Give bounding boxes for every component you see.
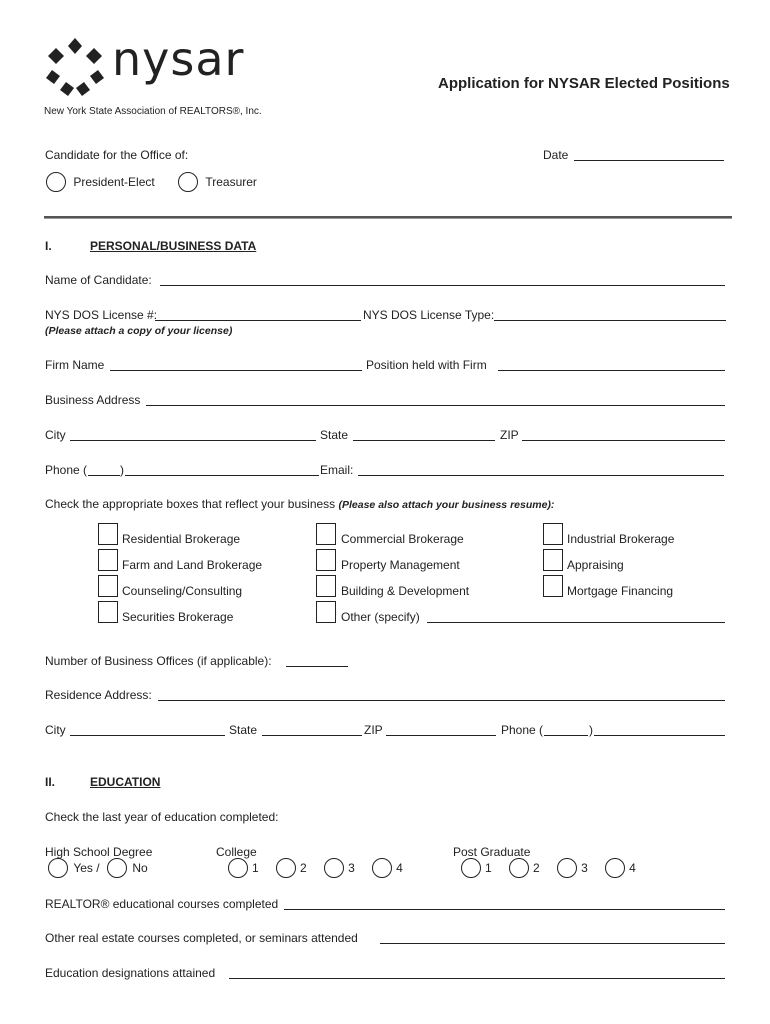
state-label: State (320, 428, 349, 442)
date-label: Date (543, 148, 569, 162)
business-address-label: Business Address (45, 393, 141, 407)
postgrad-year-3-radio[interactable] (557, 858, 577, 878)
res-phone-field[interactable] (594, 735, 725, 736)
email-field[interactable] (358, 475, 724, 476)
postgrad-options (461, 858, 636, 878)
license-note: (Please attach a copy of your license) (45, 325, 233, 337)
org-name: New York State Association of REALTORS®, Inc. (44, 106, 262, 117)
treasurer-radio[interactable] (178, 172, 198, 192)
nysar-logo-mark-icon (44, 36, 106, 98)
postgrad-year-1-radio[interactable] (461, 858, 481, 878)
form-title: Application for NYSAR Elected Positions (438, 75, 730, 92)
other-courses-field[interactable] (380, 943, 725, 944)
res-city-field[interactable] (70, 735, 225, 736)
treasurer-label: Treasurer (205, 175, 257, 189)
phone-area-field[interactable] (88, 475, 120, 476)
postgrad-year-2-radio[interactable] (509, 858, 529, 878)
position-label: Position held with Firm (366, 358, 487, 372)
res-city-label: City (45, 723, 66, 737)
college-year-4-radio[interactable] (372, 858, 392, 878)
other-courses-label: Other real estate courses completed, or seminars attended (45, 931, 358, 945)
section2-title: EDUCATION (90, 775, 161, 789)
checkbox-other[interactable] (316, 601, 336, 623)
checkbox-securities[interactable] (98, 601, 118, 623)
check-prompt-note: (Please also attach your business resume): (338, 499, 555, 511)
checkbox-commercial[interactable] (316, 523, 336, 545)
college-label: College (216, 845, 257, 859)
state-field[interactable] (353, 440, 495, 441)
section1-number: I. (45, 239, 52, 253)
checkbox-appraising[interactable] (543, 549, 563, 571)
city-label: City (45, 428, 66, 442)
res-zip-label: ZIP (364, 723, 383, 737)
section-divider (44, 216, 732, 219)
offices-label: Number of Business Offices (if applicable): (45, 654, 272, 668)
label-farm-land: Farm and Land Brokerage (122, 558, 263, 572)
license-type-field[interactable] (494, 320, 726, 321)
checkbox-farm-land[interactable] (98, 549, 118, 571)
phone-close: ) (120, 463, 124, 477)
college-year-3-label: 3 (348, 861, 355, 875)
phone-label: Phone ( (45, 463, 88, 477)
label-property-mgmt: Property Management (341, 558, 460, 572)
zip-field[interactable] (522, 440, 725, 441)
hs-yes-option[interactable] (48, 858, 100, 878)
phone-field[interactable] (125, 475, 319, 476)
email-label: Email: (320, 463, 354, 477)
postgrad-year-3-label: 3 (581, 861, 588, 875)
hs-no-label: No (132, 861, 148, 875)
college-year-3-radio[interactable] (324, 858, 344, 878)
residence-field[interactable] (158, 700, 725, 701)
label-commercial: Commercial Brokerage (341, 532, 464, 546)
label-industrial: Industrial Brokerage (567, 532, 675, 546)
label-building-dev: Building & Development (341, 584, 470, 598)
education-check-prompt: Check the last year of education completed: (45, 810, 279, 824)
res-phone-close: ) (589, 723, 593, 737)
position-field[interactable] (498, 370, 725, 371)
date-field[interactable] (574, 160, 724, 161)
firm-name-field[interactable] (110, 370, 362, 371)
label-appraising: Appraising (567, 558, 624, 572)
postgrad-year-1-label: 1 (485, 861, 492, 875)
checkbox-counseling[interactable] (98, 575, 118, 597)
college-year-1-radio[interactable] (228, 858, 248, 878)
designations-field[interactable] (229, 978, 725, 979)
residence-label: Residence Address: (45, 688, 152, 702)
res-phone-area-field[interactable] (544, 735, 588, 736)
checkbox-building-dev[interactable] (316, 575, 336, 597)
hs-no-radio[interactable] (107, 858, 127, 878)
res-state-field[interactable] (262, 735, 362, 736)
label-mortgage: Mortgage Financing (567, 584, 674, 598)
postgrad-year-4-radio[interactable] (605, 858, 625, 878)
hs-no-option[interactable] (107, 858, 148, 878)
business-check-prompt (45, 497, 554, 511)
realtor-courses-label: REALTOR® educational courses completed (45, 897, 279, 911)
postgrad-year-4-label: 4 (629, 861, 636, 875)
college-year-2-radio[interactable] (276, 858, 296, 878)
checkbox-residential[interactable] (98, 523, 118, 545)
offices-field[interactable] (286, 666, 348, 667)
designations-label: Education designations attained (45, 966, 216, 980)
checkbox-industrial[interactable] (543, 523, 563, 545)
college-year-1-label: 1 (252, 861, 259, 875)
president-elect-label: President-Elect (73, 175, 155, 189)
college-options (228, 858, 403, 878)
res-zip-field[interactable] (386, 735, 496, 736)
option-treasurer[interactable] (178, 172, 257, 192)
license-label: NYS DOS License #: (45, 308, 158, 322)
office-label: Candidate for the Office of: (45, 148, 189, 162)
postgrad-year-2-label: 2 (533, 861, 540, 875)
firm-name-label: Firm Name (45, 358, 105, 372)
hs-yes-radio[interactable] (48, 858, 68, 878)
postgrad-label: Post Graduate (453, 845, 531, 859)
check-prompt-text: Check the appropriate boxes that reflect your business (45, 497, 339, 511)
license-field[interactable] (155, 320, 361, 321)
candidate-name-label: Name of Candidate: (45, 273, 152, 287)
section1-title: PERSONAL/BUSINESS DATA (90, 239, 257, 253)
license-type-label: NYS DOS License Type: (363, 308, 495, 322)
label-residential: Residential Brokerage (122, 532, 241, 546)
logo-wordmark: nysar (112, 32, 245, 86)
business-address-field[interactable] (146, 405, 725, 406)
zip-label: ZIP (500, 428, 519, 442)
label-counseling: Counseling/Consulting (122, 584, 243, 598)
realtor-courses-field[interactable] (284, 909, 725, 910)
res-state-label: State (229, 723, 258, 737)
option-president-elect[interactable] (46, 172, 155, 192)
checkbox-mortgage[interactable] (543, 575, 563, 597)
other-specify-field[interactable] (427, 622, 725, 623)
res-phone-label: Phone ( (501, 723, 544, 737)
high-school-label: High School Degree (45, 845, 153, 859)
label-securities: Securities Brokerage (122, 610, 234, 624)
president-elect-radio[interactable] (46, 172, 66, 192)
college-year-2-label: 2 (300, 861, 307, 875)
candidate-name-field[interactable] (160, 285, 725, 286)
section2-number: II. (45, 775, 56, 789)
college-year-4-label: 4 (396, 861, 403, 875)
city-field[interactable] (70, 440, 316, 441)
hs-yes-label: Yes / (73, 861, 100, 875)
label-other: Other (specify) (341, 610, 420, 624)
checkbox-property-mgmt[interactable] (316, 549, 336, 571)
